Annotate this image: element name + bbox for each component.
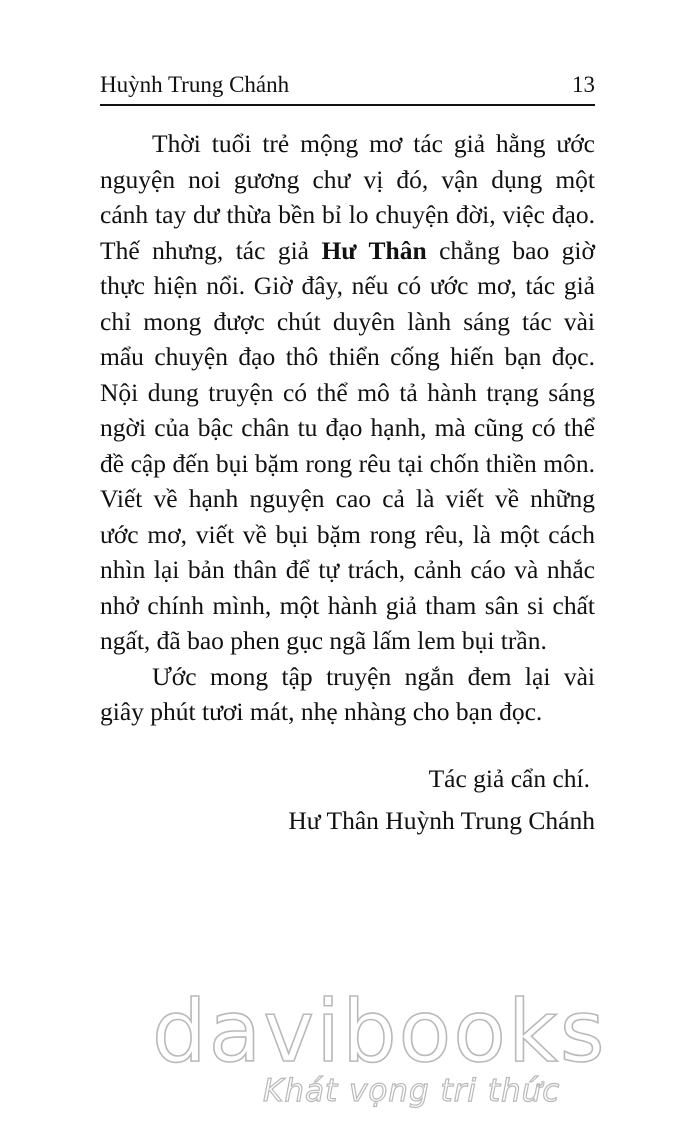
body-text xyxy=(100,126,595,730)
signature-closing: Tác giả cẩn chí. xyxy=(428,764,590,793)
watermark-brand-logo: davibooks xyxy=(152,982,607,1082)
header-divider xyxy=(100,104,595,106)
running-header xyxy=(100,70,595,100)
signature-block xyxy=(100,758,595,842)
running-header-author: Huỳnh Trung Chánh xyxy=(100,72,290,97)
paragraph-1-text-start: Thời tuổi trẻ mộng mơ tác giả hằng ước nguyện noi gương chư vị đó, vận dụng một cánh tay dư thừa bền bỉ lo chuyện đời, việc đạo. Thế nhưng, tác giả xyxy=(100,129,595,265)
paragraph-2: Ước mong tập truyện ngắn đem lại vài giây phút tươi mát, nhẹ nhàng cho bạn đọc. xyxy=(100,661,595,726)
signature-author-name: Hư Thân Huỳnh Trung Chánh xyxy=(288,806,595,835)
author-pen-name: Hư Thân xyxy=(321,235,427,265)
watermark-tagline: Khát vọng tri thức xyxy=(263,1073,561,1109)
publisher-watermark xyxy=(0,982,700,1121)
paragraph-1 xyxy=(100,126,595,659)
page-number: 13 xyxy=(572,72,595,97)
paragraph-1-text-end: chẳng bao giờ thực hiện nổi. Giờ đây, nếu có ước mơ, tác giả chỉ mong được chút duyên lành sáng tác vài mẩu chuyện đạo thô thiển cống hiến bạn đọc. Nội dung truyện có thể mô tả hành trạng sáng ngời của bậc chân tu đạo hạnh, mà cũng có thể đề cập đến bụi bặm rong rêu tại chốn thiền môn. Viết về hạnh nguyện cao cả là viết về những ước mơ, viết về bụi bặm rong rêu, là một cách nhìn lại bản thân để tự trách, cảnh cáo và nhắc nhở chính mình, một hành giả tham sân si chất ngất, đã bao phen gục ngã lấm lem bụi trần. xyxy=(100,235,595,655)
